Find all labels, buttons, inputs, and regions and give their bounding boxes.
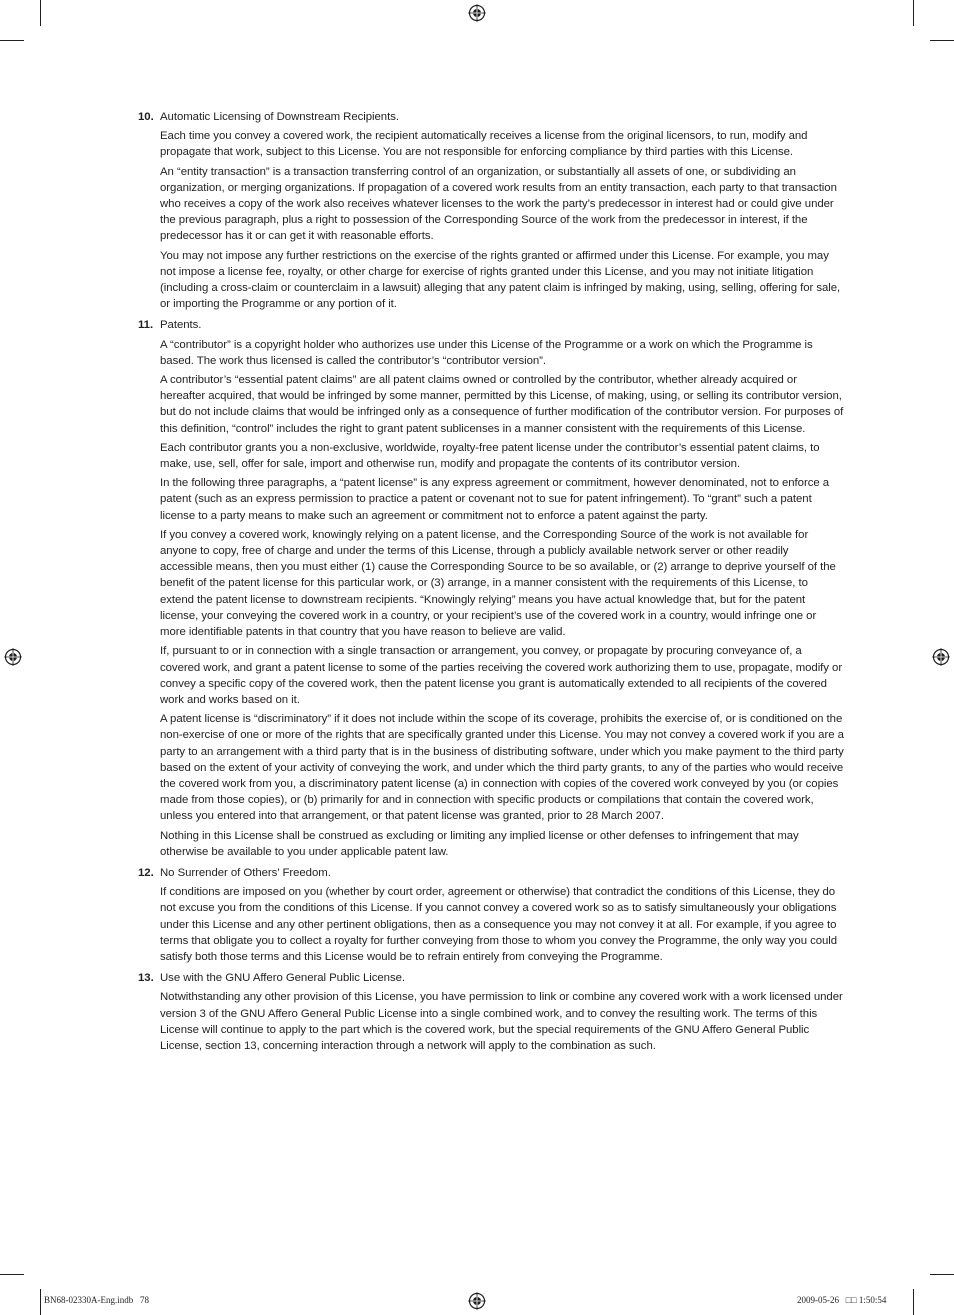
paragraph: A contributor’s “essential patent claims” are all patent claims owned or controlled by the contributor, whether already acquired or hereafter acquired, that would be infringed by some manner, permitted by this License, of making, using, or selling its contributor version, but do not include claims that would be infringed only as a consequence of further modification of the contributor version. For purposes of this definition, “control” includes the right to grant patent sublicenses in a manner consistent with the requirements of this License. [160,374,844,435]
section-heading: Use with the GNU Affero General Public License. [160,972,405,985]
paragraph: An “entity transaction” is a transaction transferring control of an organization, or substantially all assets of one, or subdividing an organization, or merging organizations. If propagation of a covered work results from an entity transaction, each party to that transaction who receives a copy of the work also receives whatever licenses to the work the party’s predecessor in interest had or could give under the previous paragraph, plus a right to possession of the Corresponding Source of the work from the predecessor in interest, if the predecessor has it or can get it with reasonable efforts. [160,165,837,243]
paragraph: Notwithstanding any other provision of this License, you have permission to link or combine any covered work with a work licensed under version 3 of the GNU Affero General Public License into a single combined work, and to convey the resulting work. The terms of this License will continue to apply to the part which is the covered work, but the special requirements of the GNU Affero General Public License, section 13, concerning interaction through a network will apply to the combination as such. [160,991,843,1052]
crop-mark-bottom-right-horizontal [930,1274,954,1275]
section-number: 13. [138,972,154,985]
footer-timestamp: 2009-05-26 □□ 1:50:54 [797,1295,887,1305]
crop-mark-bottom-left-horizontal [0,1274,24,1275]
registration-mark-icon [4,648,22,666]
section-12 [138,865,844,965]
section-11 [138,317,844,860]
crop-mark-top-left-vertical [40,0,41,26]
paragraph: If, pursuant to or in connection with a single transaction or arrangement, you convey, or propagate by procuring conveyance of, a covered work, and grant a patent license to some of the parties receiving the covered work authorizing them to use, propagate, modify or convey a specific copy of the covered work, then the patent license you grant is automatically extended to all recipients of the covered work and works based on it. [160,645,843,706]
paragraph: If you convey a covered work, knowingly relying on a patent license, and the Corresponding Source of the work is not available for anyone to copy, free of charge and under the terms of this License, through a publicly available network server or other readily accessible means, then you must either (1) cause the Corresponding Source to be so available, or (2) arrange to deprive yourself of the benefit of the patent license for this particular work, or (3) arrange, in a manner consistent with the requirements of this License, to extend the patent license to downstream recipients. “Knowingly relying” means you have actual knowledge that, but for the patent license, your conveying the covered work in a country, or your recipient’s use of the covered work in a country, would infringe one or more identifiable patents in that country that you have reason to believe are valid. [160,528,836,639]
section-13 [138,970,844,1054]
registration-mark-icon [932,648,950,666]
paragraph: If conditions are imposed on you (whether by court order, agreement or otherwise) that contradict the conditions of this License, they do not excuse you from the conditions of this License. If you cannot convey a covered work so as to satisfy simultaneously your obligations under this License and any other pertinent obligations, then as a consequence you may not convey it at all. For example, if you agree to terms that obligate you to collect a royalty for further conveying from those to whom you convey the Programme, the only way you could satisfy both those terms and this License would be to refrain entirely from conveying the Programme. [160,886,838,963]
section-heading: Automatic Licensing of Downstream Recipients. [160,111,399,123]
crop-mark-bottom-right-vertical [913,1289,914,1315]
paragraph: In the following three paragraphs, a “patent license” is any express agreement or commitment, however denominated, not to enforce a patent (such as an express permission to practice a patent or covenant not to sue for patent infringement). To “grant” such a patent license to a party means to make such an agreement or commitment not to enforce a patent against the party. [160,477,830,522]
section-heading: Patents. [160,319,202,332]
section-heading: No Surrender of Others’ Freedom. [160,866,331,879]
registration-mark-icon [468,1292,486,1310]
paragraph: Each time you convey a covered work, the recipient automatically receives a license from the original licensors, to run, modify and propagate that work, subject to this License. You are not responsible for enforcing compliance by third parties with this License. [160,130,808,159]
paragraph: Each contributor grants you a non-exclusive, worldwide, royalty-free patent license under the contributor’s essential patent claims, to make, use, sell, offer for sale, import and otherwise run, modify and propagate the contents of its contributor version. [160,441,820,471]
section-number: 11. [138,319,154,332]
section-number: 10. [138,111,154,123]
crop-mark-top-left-horizontal [0,40,24,41]
license-text [138,109,844,1059]
paragraph: You may not impose any further restrictions on the exercise of the rights granted or affirmed under this License. For example, you may not impose a license fee, royalty, or other charge for exercise of rights granted under this License, and you may not initiate litigation (including a cross-claim or counterclaim in a lawsuit) alleging that any patent claim is infringed by making, using, selling, offering for sale, or importing the Programme or any portion of it. [160,249,841,311]
crop-mark-bottom-left-vertical [40,1289,41,1315]
paragraph: A “contributor” is a copyright holder who authorizes use under this License of the Programme or a work on which the Programme is based. The work thus licensed is called the contributor’s “contributor version”. [160,338,813,367]
paragraph: Nothing in this License shall be construed as excluding or limiting any implied license or other defenses to infringement that may otherwise be available to you under applicable patent law. [160,829,799,858]
crop-mark-top-right-vertical [913,0,914,26]
footer-file-name: BN68-02330A-Eng.indb 78 [44,1295,149,1305]
crop-mark-top-right-horizontal [930,40,954,41]
paragraph: A patent license is “discriminatory” if it does not include within the scope of its coverage, prohibits the exercise of, or is conditioned on the non-exercise of one or more of the rights that are specifically granted under this License. You may not convey a covered work if you are a party to an arrangement with a third party that is in the business of distributing software, under which you make payment to the third party based on the extent of your activity of conveying the work, and under which the third party grants, to any of the parties who would receive the covered work from you, a discriminatory patent license (a) in connection with copies of the covered work conveyed by you (or copies made from those copies), or (b) primarily for and in connection with specific products or compilations that contain the covered work, unless you entered into that arrangement, or that patent license was granted, prior to 28 March 2007. [160,713,844,823]
registration-mark-icon [468,4,486,22]
section-10 [138,109,844,312]
section-number: 12. [138,866,154,879]
